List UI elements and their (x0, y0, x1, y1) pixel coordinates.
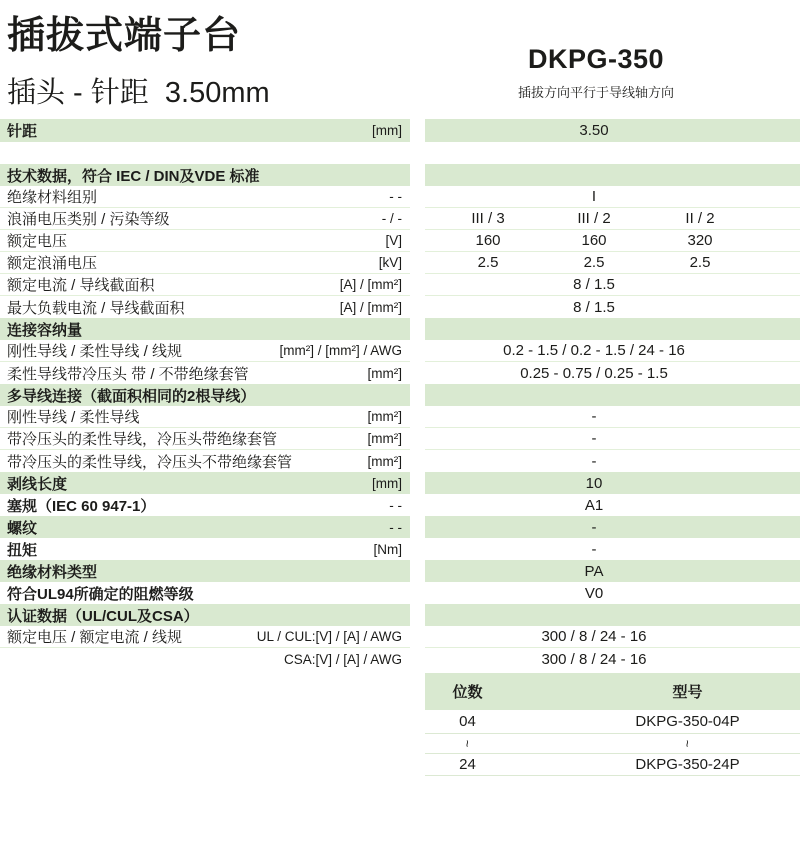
spec-row (0, 516, 800, 538)
spec-values (425, 210, 800, 227)
spec-label: 塞规（IEC 60 947-1） (7, 497, 156, 515)
spec-right-cell (425, 428, 800, 450)
spec-label: 额定浪涌电压 (7, 255, 98, 272)
spec-left-cell (0, 384, 410, 406)
spec-right-cell (425, 208, 800, 230)
spec-label: 绝缘材料类型 (7, 563, 98, 581)
spec-left-cell (0, 428, 410, 450)
spec-row (0, 274, 800, 296)
spec-value: 0.2 - 1.5 / 0.2 - 1.5 / 24 - 16 (503, 342, 685, 359)
spec-row (0, 164, 800, 186)
spec-value: 8 / 1.5 (573, 298, 615, 316)
spec-left-cell (0, 274, 410, 296)
spec-row (0, 186, 800, 208)
spec-value: III / 2 (577, 210, 611, 227)
spec-row (0, 538, 800, 560)
spec-right-cell (425, 516, 800, 538)
spec-row (0, 119, 800, 142)
spec-label: 刚性导线 / 柔性导线 (7, 409, 140, 426)
spec-right-cell (425, 648, 800, 670)
spec-left-cell (0, 560, 410, 582)
spec-values (425, 232, 800, 249)
spec-label: 认证数据（UL/CUL及CSA） (7, 607, 199, 625)
spec-values (425, 408, 800, 425)
spec-label: 螺纹 (7, 519, 38, 537)
spec-label: 额定电压 / 额定电流 / 线规 (7, 629, 183, 646)
spec-label: 额定电压 (7, 233, 68, 250)
spec-row (0, 208, 800, 230)
spec-unit: [Nm] (373, 541, 402, 557)
order-col-positions: ~ (460, 739, 475, 748)
spec-value: 8 / 1.5 (573, 276, 615, 293)
spec-values (425, 519, 800, 536)
order-col-model: DKPG-350-04P (635, 713, 740, 730)
spec-left-cell (0, 494, 410, 516)
spec-value: 2.5 (477, 254, 499, 271)
spec-right-cell (425, 384, 800, 406)
order-col-positions: 04 (459, 713, 476, 730)
order-row (425, 734, 800, 754)
spec-right-cell (425, 362, 800, 384)
spec-right-cell (425, 450, 800, 472)
page-header (0, 0, 800, 119)
spec-values (425, 563, 800, 580)
order-table (425, 673, 800, 776)
order-header-row (425, 673, 800, 710)
spec-label: 绝缘材料组别 (7, 189, 98, 206)
spec-values (425, 497, 800, 514)
spec-left-cell (0, 472, 410, 494)
spec-row (0, 494, 800, 516)
spec-right-cell (425, 252, 800, 274)
spec-unit: [mm²] (367, 409, 402, 424)
spec-value: I (591, 188, 597, 205)
spec-unit: - - (389, 497, 402, 513)
spec-left-cell (0, 648, 410, 670)
spec-value: 10 (585, 474, 603, 492)
spec-left-cell (0, 164, 410, 186)
order-row (425, 710, 800, 734)
spec-unit: [kV] (378, 255, 402, 270)
spec-unit: [mm] (372, 475, 402, 491)
spec-left-cell (0, 230, 410, 252)
order-col-positions: 24 (459, 756, 476, 773)
spec-right-cell (425, 560, 800, 582)
spec-unit: [mm²] (367, 365, 402, 381)
spec-label: 带冷压头的柔性导线，冷压头不带绝缘套管 (7, 453, 293, 471)
model-block (425, 44, 767, 101)
spec-value: - (591, 540, 597, 558)
spec-left-cell (0, 252, 410, 274)
spec-label: 剥线长度 (7, 475, 68, 493)
spec-left-cell (0, 626, 410, 648)
spec-right-cell (425, 340, 800, 362)
spec-values (425, 254, 800, 271)
spec-row (0, 296, 800, 318)
spec-value: II / 2 (685, 210, 715, 227)
spec-row (0, 252, 800, 274)
model-number: DKPG-350 (527, 44, 665, 74)
spec-values (425, 276, 800, 293)
spec-right-cell (425, 582, 800, 604)
spec-right-cell (425, 406, 800, 428)
order-header-model: 型号 (672, 684, 703, 701)
spec-values (425, 430, 800, 447)
spec-right-cell (425, 186, 800, 208)
spec-label: 浪涌电压类别 / 污染等级 (7, 211, 170, 228)
spec-label: 针距 (7, 123, 38, 140)
spec-value: 300 / 8 / 24 - 16 (541, 628, 647, 645)
order-header-positions: 位数 (452, 684, 483, 701)
spec-value: PA (584, 562, 604, 580)
spec-value: - (591, 430, 597, 447)
order-col-model: ~ (680, 739, 695, 748)
spec-right-cell (425, 472, 800, 494)
spec-values (425, 122, 800, 139)
spec-row (0, 230, 800, 252)
spec-unit: UL / CUL:[V] / [A] / AWG (256, 629, 402, 644)
spec-left-cell (0, 582, 410, 604)
order-col-model: DKPG-350-24P (635, 756, 740, 773)
spec-value: - (591, 408, 597, 425)
spec-row (0, 384, 800, 406)
spec-right-cell (425, 164, 800, 186)
spec-values (425, 541, 800, 558)
spec-values (425, 628, 800, 645)
spec-unit: [A] / [mm²] (339, 299, 402, 315)
spec-unit: [mm] (372, 123, 402, 138)
spec-right-cell (425, 318, 800, 340)
spec-left-cell (0, 119, 410, 142)
spec-unit: [V] (385, 233, 402, 248)
spec-right-cell (425, 119, 800, 142)
spec-value: 2.5 (583, 254, 605, 271)
spec-values (425, 342, 800, 359)
spec-right-cell (425, 230, 800, 252)
spec-values (425, 585, 800, 602)
spec-row (0, 318, 800, 340)
spec-label: 额定电流 / 导线截面积 (7, 277, 155, 294)
spec-table (0, 119, 800, 670)
spec-values (425, 475, 800, 492)
spec-value: III / 3 (471, 210, 505, 227)
spec-row (0, 362, 800, 384)
spec-left-cell (0, 604, 410, 626)
spec-label: 符合UL94所确定的阻燃等级 (7, 585, 194, 603)
spec-label: 多导线连接（截面积相同的2根导线） (7, 387, 256, 405)
spec-label: 带冷压头的柔性导线，冷压头带绝缘套管 (7, 431, 278, 448)
spec-label: 最大负载电流 / 导线截面积 (7, 299, 185, 317)
page-subtitle: 插头 - 针距 3.50mm (7, 77, 270, 109)
spec-unit: [mm²] (367, 453, 402, 469)
spec-left-cell (0, 538, 410, 560)
spec-right-cell (425, 604, 800, 626)
spec-value: - (591, 452, 597, 470)
spec-unit: [mm²] (367, 431, 402, 446)
spec-unit: - - (389, 189, 402, 204)
spec-unit: [mm²] / [mm²] / AWG (279, 343, 402, 358)
spec-label: 刚性导线 / 柔性导线 / 线规 (7, 343, 183, 360)
spec-left-cell (0, 406, 410, 428)
spec-label: 技术数据，符合 IEC / DIN及VDE 标准 (7, 167, 260, 185)
spec-left-cell (0, 186, 410, 208)
spec-values (425, 188, 800, 205)
spec-row (0, 582, 800, 604)
spec-unit: - - (389, 519, 402, 535)
spec-value: A1 (584, 496, 604, 514)
spec-label: 柔性导线带冷压头 带 / 不带绝缘套管 (7, 365, 249, 383)
spec-unit: CSA:[V] / [A] / AWG (283, 651, 402, 667)
spec-value: 160 (581, 232, 607, 249)
spec-value: 300 / 8 / 24 - 16 (541, 650, 647, 668)
spec-values (425, 453, 800, 470)
spec-value: 0.25 - 0.75 / 0.25 - 1.5 (520, 364, 668, 382)
spec-value: 320 (687, 232, 713, 249)
spec-left-cell (0, 450, 410, 472)
spec-row (0, 472, 800, 494)
spec-left-cell (0, 340, 410, 362)
spec-unit: - / - (381, 211, 402, 226)
spec-row (0, 450, 800, 472)
spec-left-cell (0, 296, 410, 318)
spec-row (0, 560, 800, 582)
spec-right-cell (425, 626, 800, 648)
spec-value: - (591, 518, 597, 536)
spec-row (0, 340, 800, 362)
spec-value: 3.50 (579, 122, 609, 139)
spec-left-cell (0, 362, 410, 384)
spec-right-cell (425, 494, 800, 516)
spec-left-cell (0, 516, 410, 538)
spec-right-cell (425, 296, 800, 318)
spec-left-cell (0, 318, 410, 340)
spec-value: 2.5 (689, 254, 711, 271)
model-caption: 插拔方向平行于导线轴方向 (517, 85, 674, 100)
spec-right-cell (425, 538, 800, 560)
page-title: 插拔式端子台 (7, 15, 242, 57)
spec-row (0, 604, 800, 626)
spec-values (425, 651, 800, 668)
spec-right-cell (425, 274, 800, 296)
spec-value: V0 (584, 584, 604, 602)
spec-row (0, 428, 800, 450)
spec-row (0, 406, 800, 428)
spec-values (425, 299, 800, 316)
spec-label: 连接容纳量 (7, 321, 83, 339)
spec-left-cell (0, 208, 410, 230)
spec-value: 160 (475, 232, 501, 249)
spec-values (425, 365, 800, 382)
spec-unit: [A] / [mm²] (339, 277, 402, 292)
spec-label: 扭矩 (7, 541, 38, 559)
order-row (425, 754, 800, 776)
